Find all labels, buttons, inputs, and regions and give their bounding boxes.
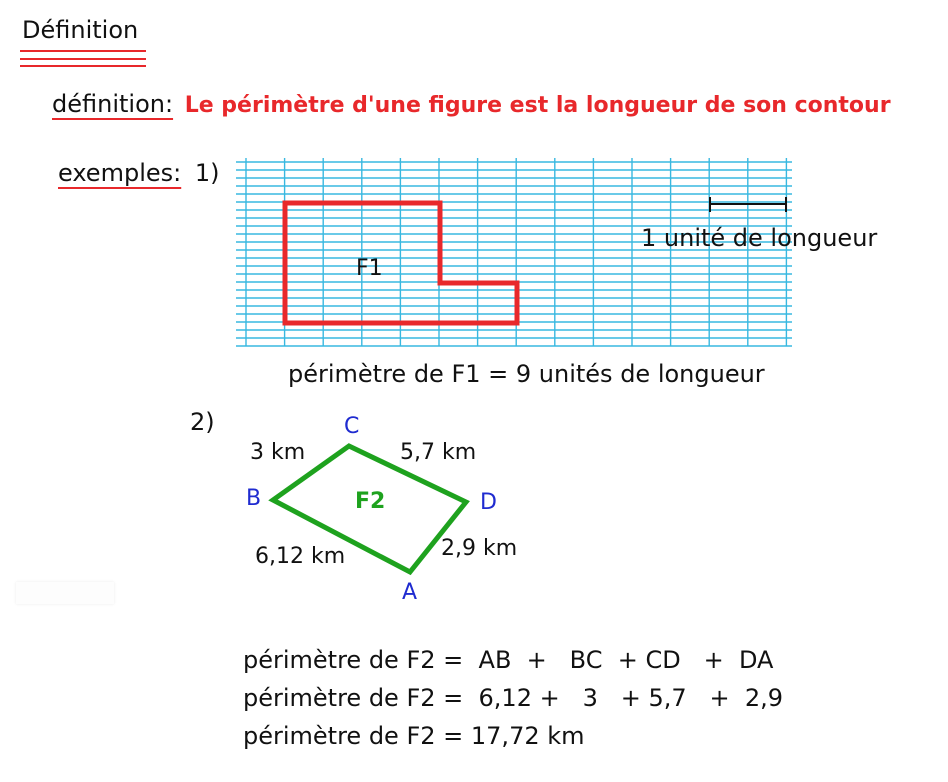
examples-label: exemples: <box>58 159 182 187</box>
example1-result: périmètre de F1 = 9 unités de longueur <box>288 360 765 388</box>
calc-line-3: périmètre de F2 = 17,72 km <box>243 722 585 750</box>
section-title: Définition <box>22 16 139 44</box>
example2-number: 2) <box>190 408 215 436</box>
vertex-b: B <box>246 486 262 511</box>
side-cd-length: 5,7 km <box>400 440 477 465</box>
vertex-d: D <box>480 490 497 515</box>
calc-line-2: périmètre de F2 = 6,12 + 3 + 5,7 + 2,9 <box>243 684 784 712</box>
figure-f2-label: F2 <box>355 489 386 514</box>
side-da-length: 2,9 km <box>441 536 518 561</box>
definition-label: définition: <box>52 90 174 118</box>
side-ab-length: 6,12 km <box>255 544 346 569</box>
vertex-c: C <box>344 414 360 439</box>
side-bc-length: 3 km <box>250 440 306 465</box>
calc-line-1: périmètre de F2 = AB + BC + CD + DA <box>243 646 774 674</box>
definition-text: Le périmètre d'une figure est la longueur de son contour <box>184 93 891 118</box>
figure-f1-label: F1 <box>356 256 383 281</box>
vertex-a: A <box>402 580 418 605</box>
scan-artifact <box>16 582 114 604</box>
unit-label: 1 unité de longueur <box>641 224 878 252</box>
example1-number: 1) <box>194 159 220 187</box>
